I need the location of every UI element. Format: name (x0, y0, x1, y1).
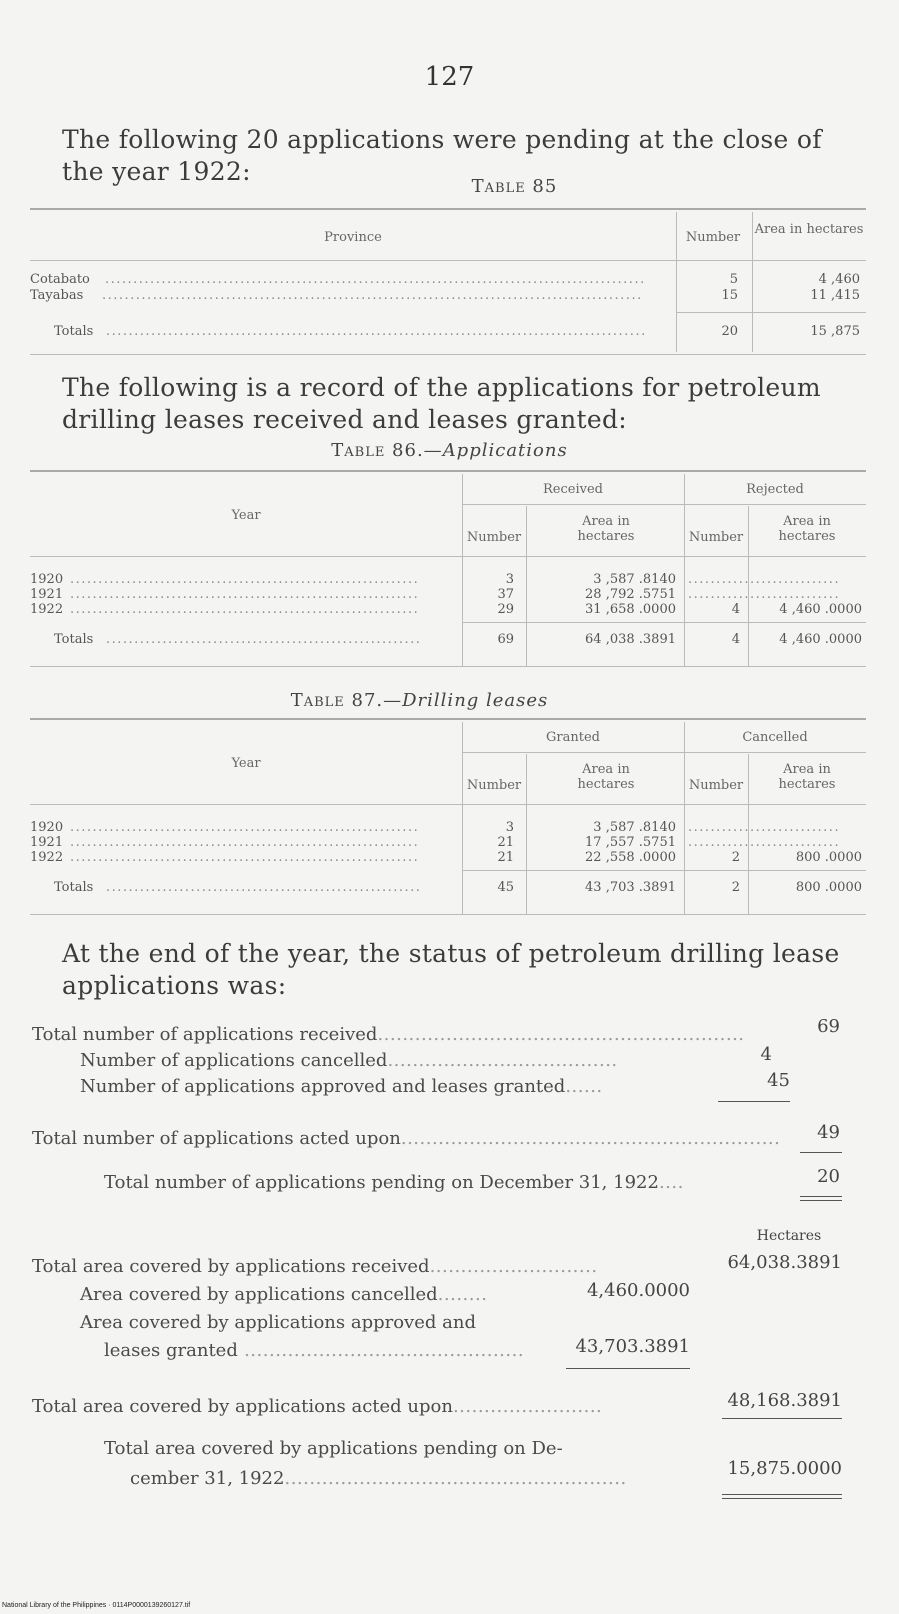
intro-paragraph-1: The following 20 applications were pending at the close of the year 1922: (62, 125, 822, 186)
area-cell: 4 ,460 .0000 (779, 602, 862, 617)
area-cell: 17 ,557 .5751 (585, 835, 676, 850)
status-acted-value: 49 (817, 1122, 840, 1143)
table-87-caption (0, 690, 899, 711)
table-86-header-year: Year (231, 508, 261, 523)
status-acted-line: Total number of applications acted upon............................................................. (32, 1128, 781, 1149)
area-cell: 28 ,792 .5751 (585, 587, 676, 602)
table-86-header-area: Area in hectares (577, 514, 635, 544)
table-85-caption (0, 176, 899, 197)
totals-area-2: 800 .0000 (795, 880, 862, 895)
area-approved-label-2: leases granted (104, 1340, 238, 1361)
number-cell: 4 (731, 602, 740, 617)
number-cell: 21 (497, 850, 514, 865)
year-cell: 1922 (30, 602, 64, 617)
totals-number: 45 (497, 880, 514, 895)
year-cell: 1920 (30, 572, 64, 587)
area-cell: 11 ,415 (810, 288, 860, 303)
number-cell: 37 (497, 587, 514, 602)
table-85: Province Number Area in hectares Cotabato ................................................................................................ 5 4 ,460 Tayabas ................................................................................................ 15 11 ,415 Totals ................................................................................................ 20 15 ,875 (30, 208, 866, 358)
year-cell: 1921 (30, 587, 64, 602)
totals-number-2: 2 (731, 880, 740, 895)
page-number: 127 (424, 62, 475, 92)
area-pending-value: 15,875.0000 (727, 1458, 842, 1479)
table-87-header-area: Area in hectares (577, 762, 635, 792)
area-approved-label-1: Area covered by applications approved and (80, 1312, 476, 1333)
area-pending-line: cember 31, 1922....................................................... (130, 1468, 627, 1489)
area-cell: 22 ,558 .0000 (585, 850, 676, 865)
status-pending-value: 20 (817, 1166, 840, 1187)
number-cell: 21 (497, 835, 514, 850)
area-cell: 4 ,460 (818, 272, 860, 287)
number-cell: 3 (505, 572, 514, 587)
table-86-caption (0, 440, 899, 461)
intro-paragraph-3: At the end of the year, the status of petroleum drilling lease applications was: (62, 939, 840, 1000)
table-87-header-number: Number (466, 778, 522, 793)
totals-number-2: 4 (731, 632, 740, 647)
number-cell: 29 (497, 602, 514, 617)
status-pending-line: Total number of applications pending on December 31, 1922.... (104, 1172, 684, 1193)
table-86-header-number: Number (466, 530, 522, 545)
area-pending-label-2: cember 31, 1922 (130, 1468, 285, 1489)
table-87-caption-title: Drilling leases (402, 690, 549, 711)
status-approved-line: Number of applications approved and leases granted...... (80, 1076, 603, 1097)
status-approved-label: Number of applications approved and leases granted (80, 1076, 566, 1097)
area-acted-label: Total area covered by applications acted upon (32, 1396, 453, 1417)
table-87-header-cancelled: Cancelled (742, 730, 808, 745)
year-cell: 1922 (30, 850, 64, 865)
totals-label: Totals (54, 324, 94, 339)
area-approved-line: leases granted ............................................. (104, 1340, 525, 1361)
totals-label: Totals (54, 632, 94, 647)
year-cell: 1921 (30, 835, 64, 850)
table-85-header-area: Area in hectares (754, 222, 864, 237)
status-received-value: 69 (817, 1016, 840, 1037)
table-85-header-province: Province (324, 230, 382, 245)
status-pending-label: Total number of applications pending on December 31, 1922 (104, 1172, 659, 1193)
intro-paragraph-2: The following is a record of the applications for petroleum drilling leases received and leases granted: (62, 373, 821, 434)
table-86-header-number-2: Number (688, 530, 744, 545)
totals-area: 64 ,038 .3891 (585, 632, 676, 647)
area-cell: 3 ,587 .8140 (593, 820, 676, 835)
totals-area-2: 4 ,460 .0000 (779, 632, 862, 647)
area-received-label: Total area covered by applications received (32, 1256, 430, 1277)
number-cell: 5 (729, 272, 738, 287)
year-cell: 1920 (30, 820, 64, 835)
area-cell: 3 ,587 .8140 (593, 572, 676, 587)
area-cancelled-label: Area covered by applications cancelled (80, 1284, 438, 1305)
number-cell: 15 (721, 288, 738, 303)
totals-number: 69 (497, 632, 514, 647)
area-received-value: 64,038.3891 (727, 1252, 842, 1273)
status-cancelled-line: Number of applications cancelled..................................... (80, 1050, 618, 1071)
table-86: Year Received Rejected Number Area in hectares Number Area in hectares 1920 .............................................................. 3 3 ,587 .8140 ........................... 1921 .............................................................. 37 28 ,792 .5751 ........................... 1922 .............................................................. 29 31 ,658 .0000 4 4 ,460 .0000 Totals ........................................................ 69 64 ,038 .3891 4 4 ,460 .0000 (30, 470, 866, 670)
table-86-header-rejected: Rejected (746, 482, 804, 497)
table-86-caption-prefix: Table 86.— (331, 440, 443, 461)
hectares-header: Hectares (756, 1228, 822, 1244)
area-approved-value: 43,703.3891 (575, 1336, 690, 1357)
totals-area: 15 ,875 (810, 324, 860, 339)
area-pending-label-1: Total area covered by applications pending on De- (104, 1438, 563, 1459)
area-cancelled-value: 4,460.0000 (586, 1280, 690, 1301)
table-85-header-number: Number (685, 230, 741, 245)
table-86-header-received: Received (543, 482, 603, 497)
area-acted-line: Total area covered by applications acted upon........................ (32, 1396, 603, 1417)
status-acted-label: Total number of applications acted upon (32, 1128, 401, 1149)
table-86-header-area-2: Area in hectares (778, 514, 836, 544)
status-received-label: Total number of applications received (32, 1024, 378, 1045)
area-received-line: Total area covered by applications received........................... (32, 1256, 598, 1277)
area-acted-value: 48,168.3891 (727, 1390, 842, 1411)
province-cell: Tayabas (30, 288, 84, 303)
status-cancelled-value: 4 (760, 1044, 772, 1065)
table-87-header-granted: Granted (546, 730, 600, 745)
table-87-header-year: Year (231, 756, 261, 771)
area-cell: 800 .0000 (795, 850, 862, 865)
table-87: Year Granted Cancelled Number Area in hectares Number Area in hectares 1920 .............................................................. 3 3 ,587 .8140 ........................... 1921 .............................................................. 21 17 ,557 .5751 ........................... 1922 .............................................................. 21 22 ,558 .0000 2 800 .0000 Totals ........................................................ 45 43 ,703 .3891 2 800 .0000 (30, 718, 866, 918)
table-87-caption-prefix: Table 87.— (290, 690, 403, 711)
number-cell: 2 (731, 850, 740, 865)
number-cell: 3 (505, 820, 514, 835)
totals-label: Totals (54, 880, 94, 895)
status-approved-value: 45 (767, 1070, 790, 1091)
province-cell: Cotabato (30, 272, 90, 287)
table-86-caption-title: Applications (442, 440, 568, 461)
scan-footer: National Library of the Philippines · 0114P0000139260127.tif (2, 1602, 191, 1609)
table-87-header-area-2: Area in hectares (778, 762, 836, 792)
status-cancelled-label: Number of applications cancelled (80, 1050, 388, 1071)
area-cancelled-line: Area covered by applications cancelled........ (80, 1284, 488, 1305)
area-cell: 31 ,658 .0000 (585, 602, 676, 617)
table-85-caption-text: Table 85 (471, 176, 558, 197)
totals-number: 20 (721, 324, 738, 339)
status-received-line: Total number of applications received........................................................... (32, 1024, 745, 1045)
table-87-header-number-2: Number (688, 778, 744, 793)
totals-area: 43 ,703 .3891 (585, 880, 676, 895)
